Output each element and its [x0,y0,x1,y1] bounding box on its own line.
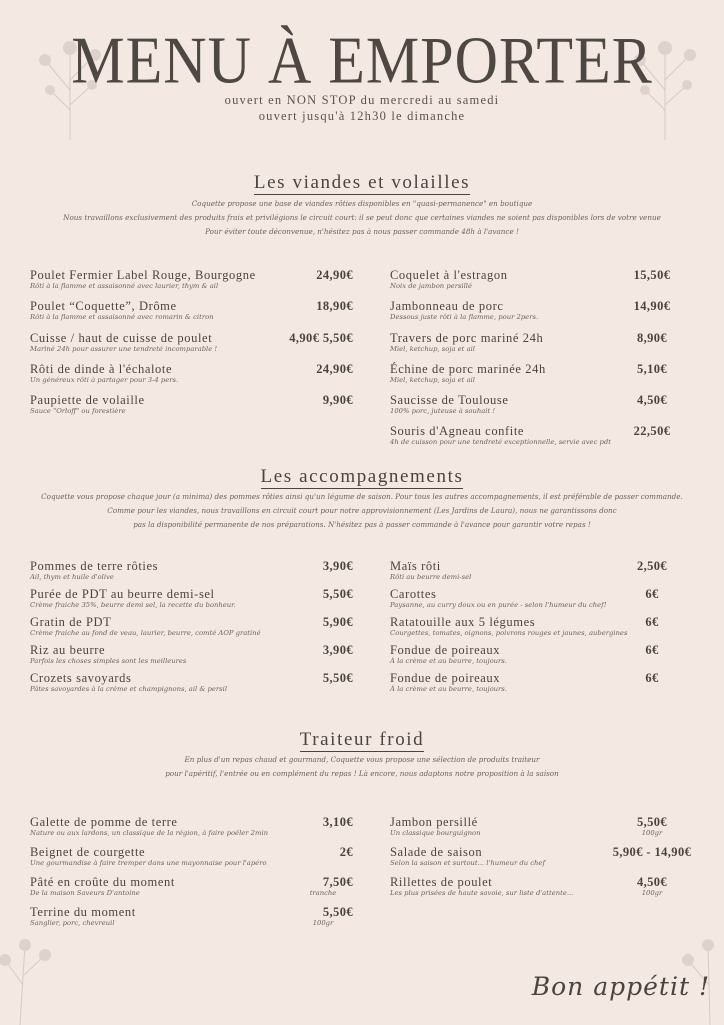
menu-item [30,268,353,299]
menu-item-unit: 100gr [641,889,663,897]
menu-item [30,587,353,615]
menu-item [30,815,353,845]
menu-item-description: Selon la saison et surtout... l'humeur du chef [390,859,545,867]
menu-item-price: 4,50€ [636,393,668,408]
menu-item-description: Paysanne, au curry doux ou en purée - selon l'humeur du chef! [390,601,607,609]
menu-item-name: Purée de PDT au beurre demi-sel [30,587,215,601]
menu-item-description: À la crème et au beurre, toujours. [390,685,507,693]
section-title: Les accompagnements [260,466,464,487]
menu-item-description: Courgettes, tomates, oignons, poivrons rouges et jaunes, aubergines [390,629,628,637]
section-intro-line: pour l'apéritif, l'entrée ou en complément du repas ! Là encore, nous adaptons notre proposition à la saison [165,769,559,778]
menu-item-price: 3,10€ [322,815,353,829]
menu-item-description: 100% porc, juteuse à souhait ! [390,407,496,416]
menu-item-price: 6€ [645,671,659,685]
section-intro-line: Coquette propose une base de viandes rôties disponibles en "quasi-permanence" en boutique [191,199,533,208]
menu-item-name: Carottes [390,587,437,601]
menu-item-name: Saucisse de Toulouse [390,393,509,408]
menu-item-description: De la maison Saveurs D'antoine [30,889,140,897]
section-intro-line: Coquette vous propose chaque jour (a minima) des pommes rôties ainsi qu'un légume de saison. Pour tous les autres accompagnements, il est préférable de passer commande. [41,492,683,501]
menu-item-description: Rôti à la flamme et assaisonné avec laurier, thym & ail [30,282,219,290]
section-intro-line: Nous travaillons exclusivement des produits frais et privilégions le circuit court: il se peut donc que certaines viandes ne soient pas disponibles lors de votre venue [63,213,661,222]
menu-item-price: 4,50€ [636,875,668,889]
menu-item-name: Rôti de dinde à l'échalote [30,361,173,376]
menu-item-name: Crozets savoyards [30,671,132,685]
left-menu-column [30,559,353,699]
menu-item-name: Beignet de courgette [30,845,146,859]
menu-item [390,393,720,424]
left-menu-column [30,268,353,424]
section-heading [0,466,724,488]
menu-item-name: Gratin de PDT [30,615,112,629]
menu-item-price: 5,50€ [636,815,668,829]
menu-item-price: 2€ [339,845,353,859]
menu-item-description: Une gourmandise à faire tremper dans une mayonnaise pour l'apéro [30,859,267,867]
menu-item [30,615,353,643]
menu-item-price: 4,90€ 5,50€ [289,330,353,345]
right-menu-column [390,559,720,699]
menu-item [30,331,353,362]
menu-item-description: Un généreux rôti à partager pour 3-4 pers. [30,375,179,384]
menu-item-name: Pommes de terre rôties [30,559,159,573]
menu-item-unit: 100gr [312,919,334,927]
left-menu-column [30,815,353,935]
menu-item-name: Pâté en croûte du moment [30,875,175,889]
menu-item-name: Coquelet à l'estragon [390,268,508,282]
menu-item [390,299,720,330]
menu-item-description: Ail, thym et huile d'olive [30,573,114,581]
menu-item-name: Poulet Fermier Label Rouge, Bourgogne [30,268,256,282]
menu-item-name: Échine de porc marinée 24h [390,361,546,376]
menu-item-price: 8,90€ [636,330,668,345]
menu-item-description: Rôti au beurre demi-sel [390,573,472,581]
menu-item-price: 5,90€ [322,615,353,629]
opening-hours-weekdays: ouvert en NON STOP du mercredi au samedi [224,93,500,107]
section-intro-line: pas la disponibilité permanente de nos préparations. N'hésitez pas à passer commande à l'avance pour garantir votre repas ! [133,520,591,529]
floral-decoration-bottom-left-icon [0,935,60,1025]
menu-item [30,643,353,671]
menu-item-name: Terrine du moment [30,905,136,919]
menu-item-price: 22,50€ [633,424,671,439]
menu-item-name: Riz au beurre [30,643,106,657]
section-heading [0,172,724,194]
menu-item-price: 3,90€ [322,559,353,573]
menu-item-description: À la crème et au beurre, toujours. [390,657,507,665]
page-title: MENU À EMPORTER [71,23,653,98]
menu-item-price: 7,50€ [322,875,353,889]
menu-item-description: Crème fraiche 35%, beurre demi sel, la recette du bonheur. [30,601,236,609]
menu-item-price: 5,50€ [322,671,353,685]
menu-item-name: Jambonneau de porc [390,299,504,314]
section-title: Les viandes et volailles [253,172,471,193]
menu-item [390,331,720,362]
menu-item-name: Paupiette de volaille [30,393,145,408]
section-intro-line: En plus d'un repas chaud et gourmand, Coquette vous propose une sélection de produits traiteur [184,755,540,764]
menu-item-price: 15,50€ [633,268,671,282]
right-menu-column [390,815,720,905]
menu-item [390,268,720,299]
menu-item-name: Maïs rôti [390,559,441,573]
menu-item [390,587,720,615]
menu-item [30,875,353,905]
menu-item-description: Rôti à la flamme et assaisonné avec romarin & citron [30,313,214,322]
menu-item-price: 14,90€ [633,299,671,314]
menu-item-price: 5,10€ [636,361,668,376]
menu-item-name: Salade de saison [390,845,483,859]
menu-item-name: Jambon persillé [390,815,478,829]
menu-item-name: Poulet “Coquette”, Drôme [30,299,177,314]
opening-hours-sunday: ouvert jusqu'à 12h30 le dimanche [258,109,466,123]
section-intro-line: Comme pour les viandes, nous travaillons en circuit court pour notre approvisionnement (Les Jardins de Laura), nous ne garantissons donc [107,506,617,515]
menu-item-description: Parfois les choses simples sont les meilleures [30,657,187,665]
menu-item-price: 5,50€ [322,587,353,601]
menu-item-price: 24,90€ [316,361,353,376]
section-intro-line: Pour éviter toute déconvenue, n'hésitez pas à nous passer commande 48h à l'avance ! [205,227,519,236]
menu-item [390,845,720,875]
menu-item-description: Miel, ketchup, soja et ail [390,375,475,384]
section-intro [0,753,724,781]
menu-item [30,393,353,424]
menu-item-description: Dessous juste rôti à la flamme, pour 2pers. [390,313,539,322]
menu-item-price: 2,50€ [636,559,668,573]
menu-item-description: Un classique bourguignon [390,829,481,837]
menu-item [30,845,353,875]
menu-item [30,559,353,587]
menu-item-name: Fondue de poireaux [390,671,501,685]
menu-item-name: Travers de porc mariné 24h [390,330,544,345]
menu-item-description: 4h de cuisson pour une tendreté exceptionnelle, servie avec pdt [390,438,611,447]
section-title: Traiteur froid [299,729,425,750]
menu-item [390,815,720,845]
menu-item [390,424,720,455]
menu-item-price: 3,90€ [322,643,353,657]
menu-item-price: 5,90€ - 14,90€ [612,845,692,859]
menu-item-price: 6€ [645,587,659,601]
menu-item-name: Galette de pomme de terre [30,815,178,829]
menu-item-description: Noix de jambon persillé [390,282,472,290]
menu-item-description: Nature ou aux lardons, un classique de la région, à faire poêler 2min [30,829,268,837]
menu-item-price: 18,90€ [316,299,353,314]
menu-item-description: Miel, ketchup, soja et ail [390,344,475,353]
menu-item-name: Cuisse / haut de cuisse de poulet [30,330,213,345]
menu-item-description: Sauce "Orloff" ou forestière [30,407,126,416]
menu-item-name: Ratatouille aux 5 légumes [390,615,536,629]
section-intro [0,490,724,532]
menu-item-name: Rillettes de poulet [390,875,493,889]
menu-item [390,643,720,671]
menu-item [390,671,720,699]
menu-item-price: 24,90€ [316,268,353,282]
menu-item-description: Les plus prisées de haute savoie, sur liste d'attente... [390,889,574,897]
menu-item-description: Pâtes savoyardes à la crème et champignons, ail & persil [30,685,228,693]
menu-item-price: 9,90€ [322,393,353,408]
menu-item-description: Crème fraiche au fond de veau, laurier, beurre, comté AOP gratiné [30,629,261,637]
section-heading [0,729,724,751]
right-menu-column [390,268,720,456]
menu-item [30,299,353,330]
menu-item-description: Mariné 24h pour assurer une tendreté incomparable ! [30,344,218,353]
menu-item-name: Fondue de poireaux [390,643,501,657]
menu-item [30,905,353,935]
menu-item-name: Souris d'Agneau confite [390,424,525,439]
menu-item-price: 6€ [645,615,659,629]
menu-item-description: Sanglier, porc, chevreuil [30,919,115,927]
menu-item-unit: tranche [309,889,337,897]
menu-item [390,559,720,587]
menu-item [30,671,353,699]
sign-off: Bon appétit ! [531,972,710,1001]
menu-item-price: 6€ [645,643,659,657]
section-intro [0,197,724,239]
menu-item-price: 5,50€ [322,905,353,919]
menu-item [390,875,720,905]
menu-item [390,362,720,393]
menu-item [390,615,720,643]
menu-item-unit: 100gr [641,829,663,837]
menu-item [30,362,353,393]
